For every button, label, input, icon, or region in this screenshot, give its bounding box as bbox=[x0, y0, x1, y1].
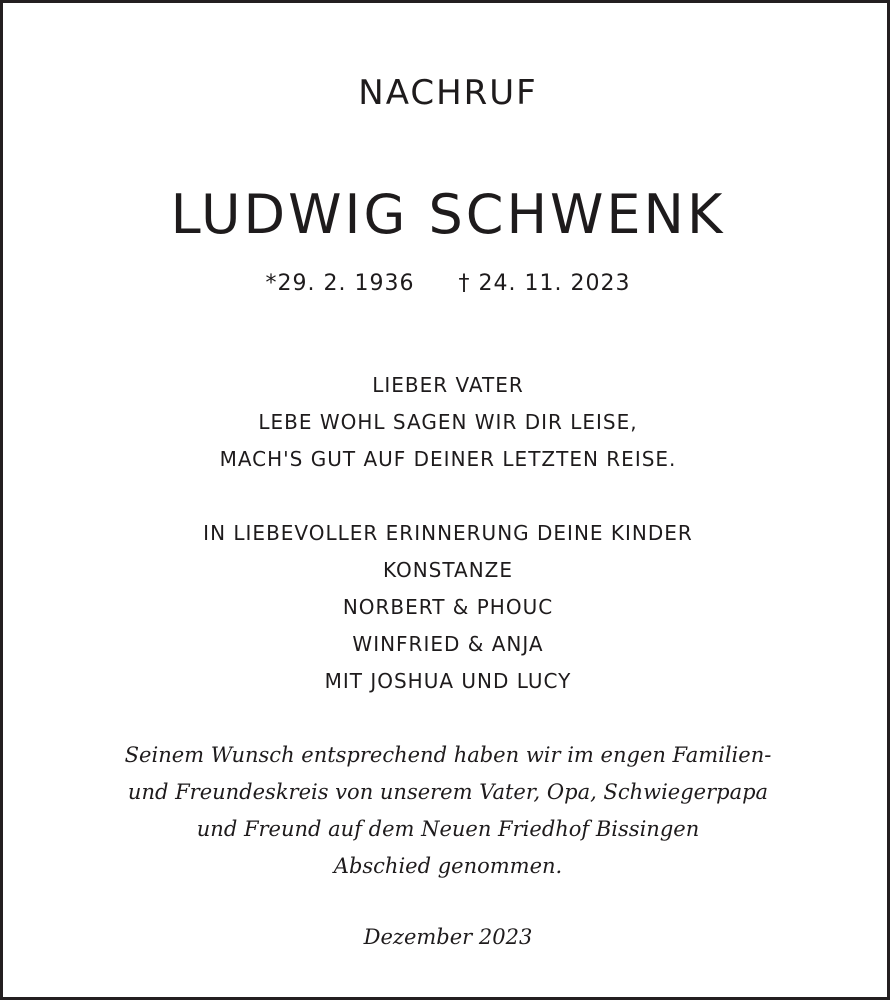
message-line: und Freund auf dem Neuen Friedhof Bissingen bbox=[196, 817, 700, 841]
message-line: Abschied genommen. bbox=[333, 854, 563, 878]
message-line: und Freundeskreis von unserem Vater, Opa, Schwiegerpapa bbox=[127, 780, 769, 804]
family-member: WINFRIED & ANJA bbox=[352, 632, 544, 656]
family-member: KONSTANZE bbox=[382, 558, 514, 582]
family-intro: IN LIEBEVOLLER ERINNERUNG DEINE KINDER bbox=[203, 521, 693, 545]
verse-line: MACH'S GUT AUF DEINER LETZTEN REISE. bbox=[219, 447, 677, 471]
family-member: NORBERT & PHOUC bbox=[342, 595, 554, 619]
message-line: Seinem Wunsch entsprechend haben wir im engen Familien- bbox=[124, 743, 772, 767]
deceased-name: LUDWIG SCHWENK bbox=[170, 183, 726, 246]
notice-date: Dezember 2023 bbox=[363, 925, 533, 949]
verse-line: LEBE WOHL SAGEN WIR DIR LEISE, bbox=[258, 410, 638, 434]
life-dates bbox=[3, 271, 890, 296]
birth-date: *29. 2. 1936 bbox=[265, 271, 415, 296]
verse-line: LIEBER VATER bbox=[372, 373, 524, 397]
family-member: MIT JOSHUA UND LUCY bbox=[324, 669, 572, 693]
obituary-heading: NACHRUF bbox=[358, 73, 538, 113]
death-date: † 24. 11. 2023 bbox=[458, 271, 631, 296]
